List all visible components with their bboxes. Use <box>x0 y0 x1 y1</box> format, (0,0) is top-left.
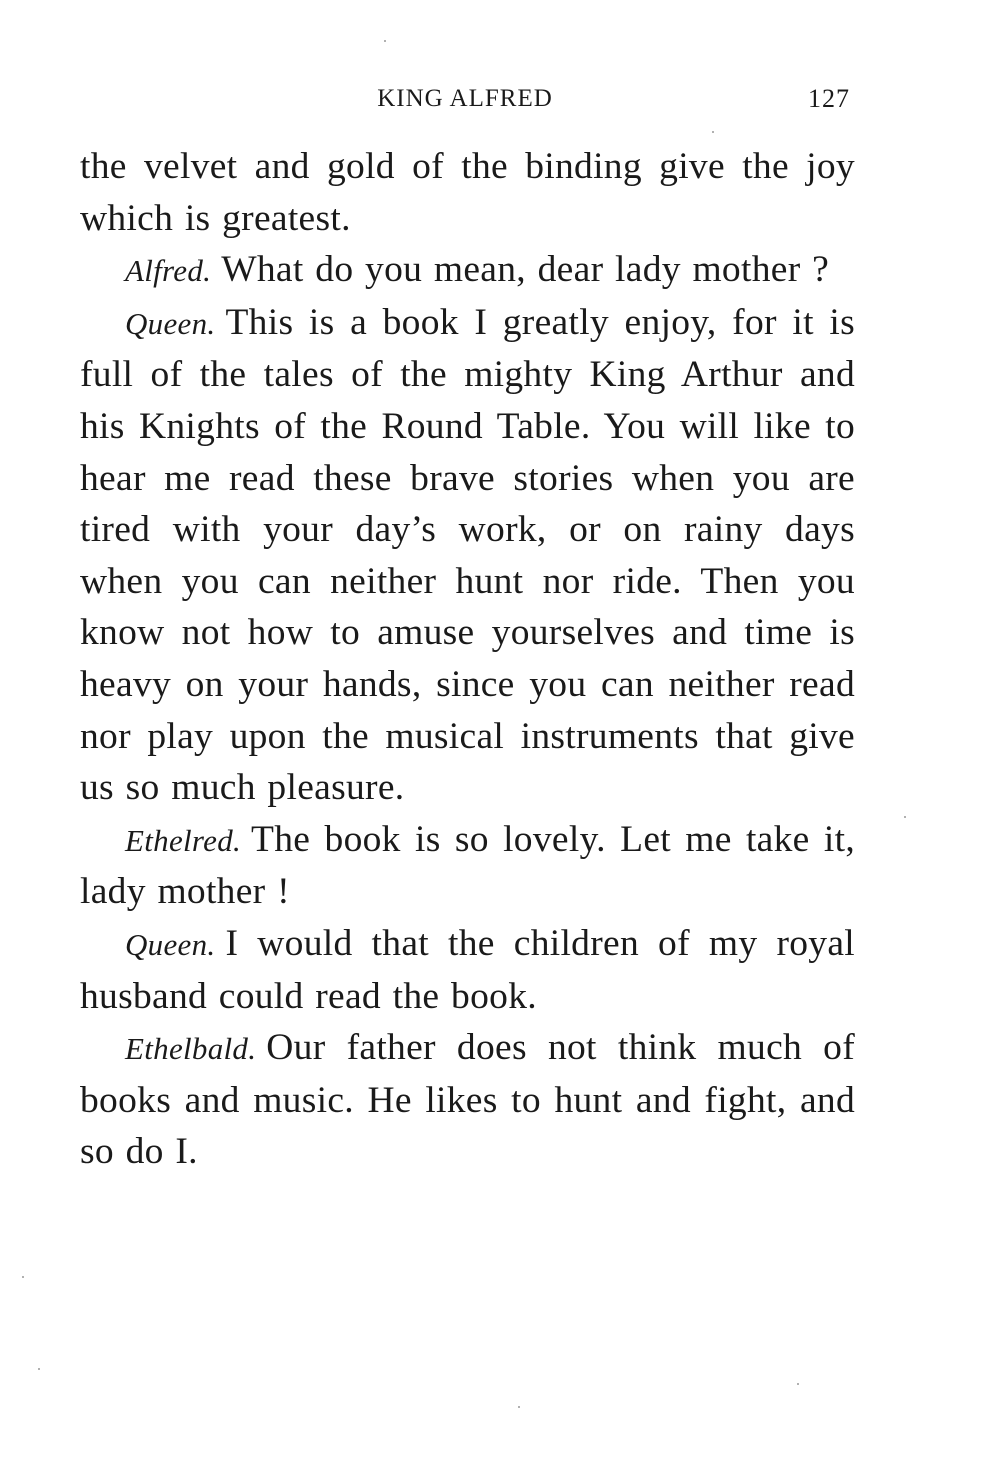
paragraph-text: The book is so lovely. Let me take it, lady mother ! <box>80 818 855 913</box>
running-title: KING ALFRED <box>377 85 553 112</box>
scan-speck <box>904 816 906 818</box>
speaker-name: Ethelbald. <box>125 1031 257 1067</box>
scan-speck <box>22 1276 24 1278</box>
paragraph-text: What do you mean, dear lady mother ? <box>221 249 830 291</box>
paragraph-text: I would that the children of my royal husband could read the book. <box>80 922 855 1017</box>
paragraph-queen-2 <box>80 918 855 1022</box>
page-number: 127 <box>808 84 850 113</box>
paragraph-continuation <box>80 141 855 244</box>
speaker-name: Queen. <box>125 926 216 962</box>
body-text <box>80 141 855 1178</box>
scan-speck <box>38 1368 40 1370</box>
paragraph-text: This is a book I greatly enjoy, for it is full of the tales of the mighty King Arthur and his Knights of the Round Table. You will like to hear me read these brave stories when you are tired with your day’s work, or on rainy days when you can neither hunt nor ride. Then you know not how to amuse yourselves and time is heavy on your hands, since you can neither read nor play upon the musical instruments that give us so much pleasure. <box>80 301 855 809</box>
paragraph-queen <box>80 297 855 814</box>
running-header <box>80 82 850 116</box>
speaker-name: Ethelred. <box>125 822 242 858</box>
speaker-name: Alfred. <box>125 253 212 289</box>
paragraph-alfred <box>80 244 855 297</box>
paragraph-text: the velvet and gold of the binding give the joy which is greatest. <box>80 146 855 239</box>
scan-speck <box>797 1383 799 1385</box>
scan-speck <box>712 131 714 133</box>
paragraph-ethelred <box>80 814 855 918</box>
scan-speck <box>384 40 386 42</box>
scan-speck <box>518 1406 520 1408</box>
paragraph-text: Our father does not think much of books and music. He likes to hunt and fight, and so do I. <box>80 1027 855 1173</box>
paragraph-ethelbald <box>80 1022 855 1178</box>
speaker-name: Queen. <box>125 305 216 341</box>
